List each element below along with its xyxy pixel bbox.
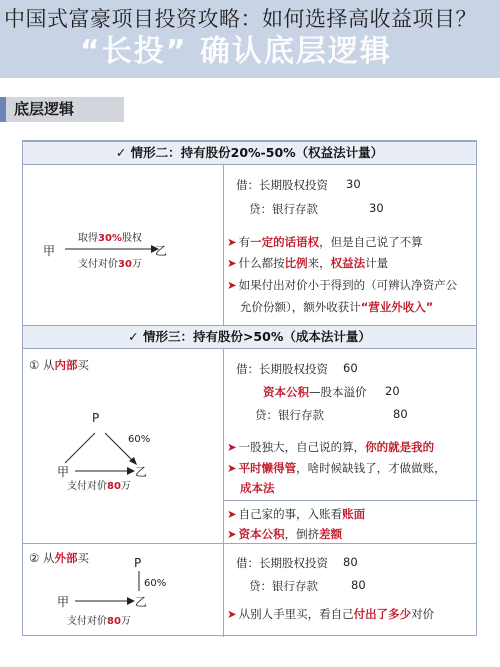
case2-node-left: 甲 <box>43 244 56 258</box>
case3-internal-pay: 支付对价80万 <box>67 481 131 492</box>
case2-entry-credit-amt: 30 <box>369 201 384 215</box>
case3-internal-node-right: 乙 <box>135 465 148 479</box>
case3-internal-point-2: ➤ 平时懒得管，啥时候缺钱了，才做做账， <box>227 461 446 475</box>
case3-external-pct: 60% <box>144 578 167 589</box>
case2-point-2: ➤ 什么都按比例来，权益法计量 <box>227 256 389 270</box>
case2-point-1: ➤ 有一定的话语权，但是自己说了不算 <box>227 235 423 249</box>
case2-node-right: 乙 <box>155 244 168 258</box>
case3-external-node-right: 乙 <box>135 595 148 609</box>
case3-split-line <box>23 543 476 544</box>
case3-external-point-1: ➤ 从别人手里买，看自己付出了多少对价 <box>227 607 435 621</box>
section-tag: 底层逻辑 <box>0 97 124 122</box>
case3-external-entry-debit-amt: 80 <box>343 555 358 569</box>
case3-internal-point-2-cont: 成本法 <box>240 481 275 495</box>
case3-internal-entry-mid-amt: 20 <box>385 384 400 398</box>
case3-external-node-left: 甲 <box>57 595 70 609</box>
case3-internal-entry-debit-amt: 60 <box>343 361 358 375</box>
case3-external-entry-debit: 借：长期股权投资 <box>236 556 328 570</box>
case3-external-diagram <box>53 571 203 611</box>
case3-external-pay: 支付对价80万 <box>67 616 131 627</box>
case2-entry-credit: 贷：银行存款 <box>249 202 318 216</box>
case3-external-node-p: P <box>134 556 142 570</box>
slide-header-text: “长投” 确认底层逻辑 <box>80 34 392 69</box>
case3-internal-entry-credit-amt: 80 <box>393 407 408 421</box>
case2-divider <box>223 165 224 325</box>
case2-bottom-label: 支付对价30万 <box>78 259 142 270</box>
case3-internal-point-3: ➤ 自己家的事，入账看账面 <box>227 507 366 521</box>
case3-external-entry-credit-amt: 80 <box>351 578 366 592</box>
case3-header: ✓ 情形三：持有股份>50%（成本法计量） <box>23 325 476 349</box>
case3-external-label: ② 从外部买 <box>29 551 89 565</box>
case2-entry-debit-amt: 30 <box>346 177 361 191</box>
case3-internal-point-1: ➤ 一股独大，自己说的算，你的就是我的 <box>227 440 435 454</box>
case2-point-3-line2: 允价份额），额外收获计“营业外收入” <box>240 300 434 314</box>
case3-external-entry-credit: 贷：银行存款 <box>249 579 318 593</box>
case3-internal-separator <box>223 500 478 501</box>
case3-divider <box>223 349 224 637</box>
accounting-table <box>22 140 477 636</box>
case3-internal-pct: 60% <box>128 434 151 445</box>
case2-entry-debit: 借：长期股权投资 <box>236 178 328 192</box>
page-title: 中国式富豪项目投资攻略：如何选择高收益项目？ <box>4 7 477 31</box>
case3-internal-label: ① 从内部买 <box>29 358 89 372</box>
case2-point-3-line1: ➤ 如果付出对价小于得到的（可辨认净资产公 <box>227 278 458 292</box>
case2-header: ✓ 情形二：持有股份20%-50%（权益法计量） <box>23 141 476 165</box>
case3-internal-entry-debit: 借：长期股权投资 <box>236 362 328 376</box>
case3-internal-node-p: P <box>92 411 100 425</box>
case3-internal-node-left: 甲 <box>57 465 70 479</box>
case2-top-label: 取得30%股权 <box>78 233 142 244</box>
case3-internal-entry-mid: 资本公积—股本溢价 <box>263 385 367 399</box>
case3-internal-entry-credit: 贷：银行存款 <box>255 408 324 422</box>
case3-internal-point-4: ➤ 资本公积，倒挤差额 <box>227 527 343 541</box>
